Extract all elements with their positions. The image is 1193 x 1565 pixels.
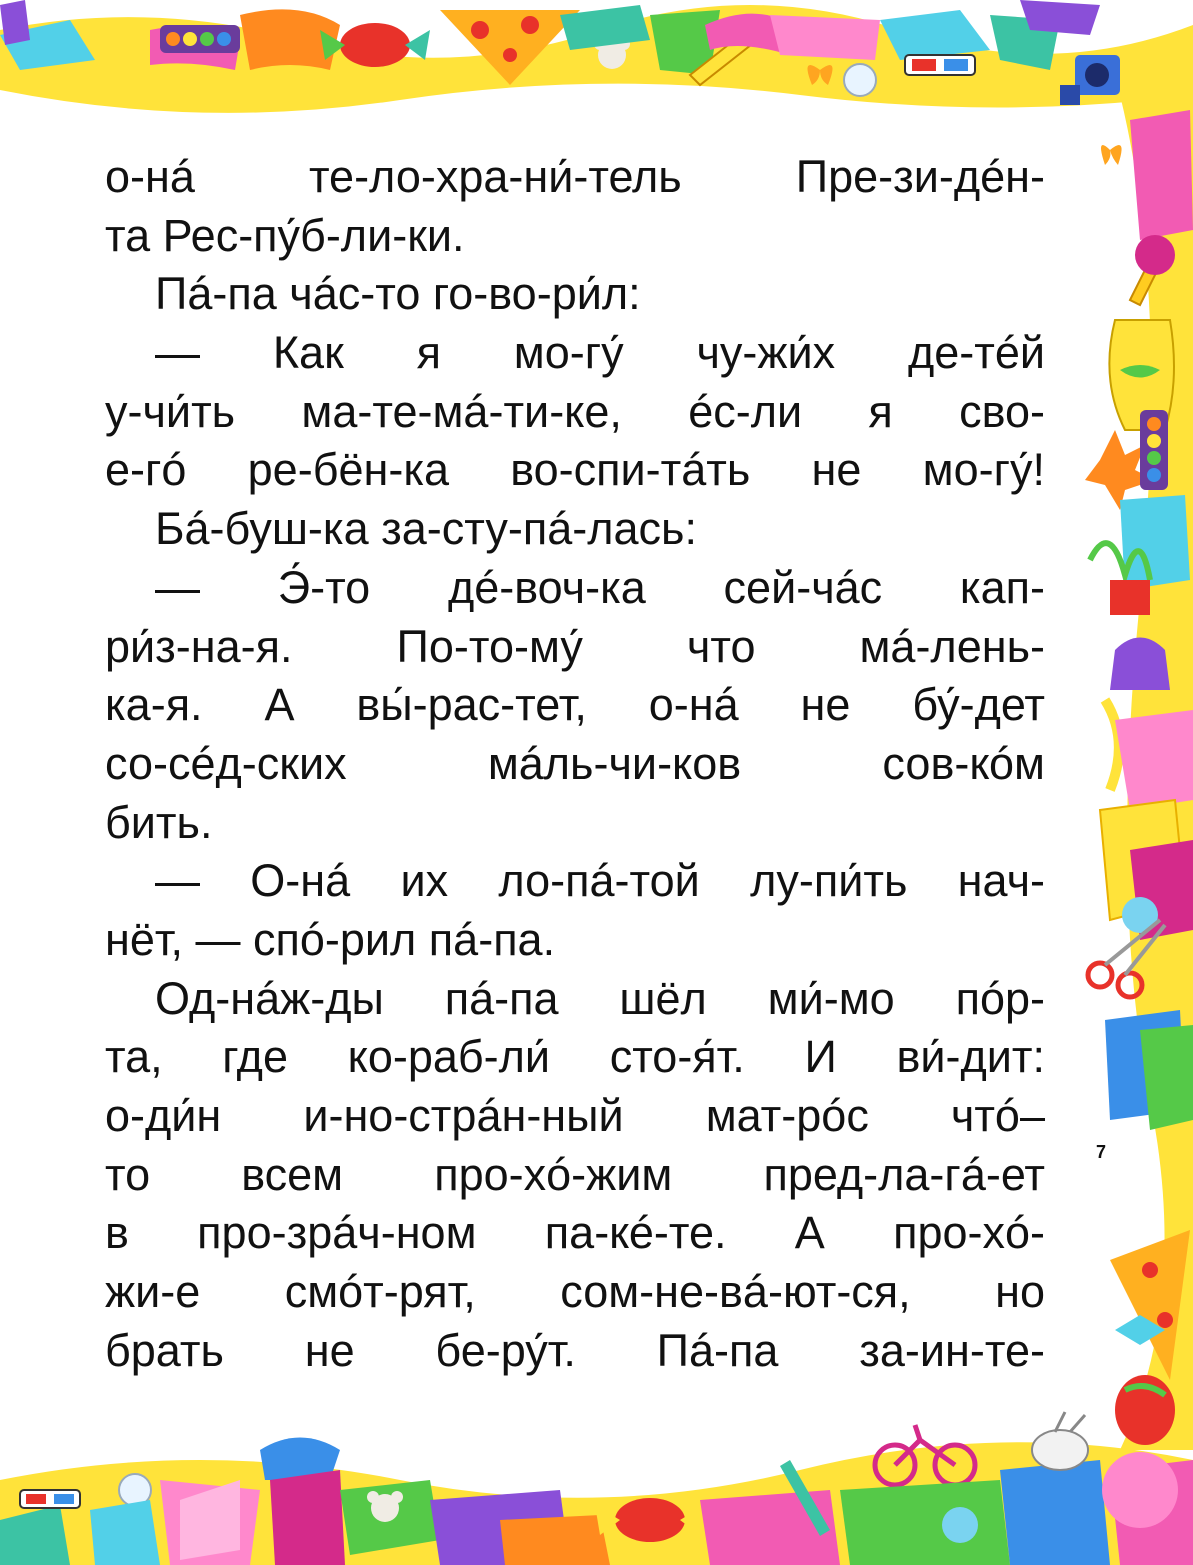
text-line: бить. — [105, 796, 213, 848]
text-line: Од-нáж-ды пá-па шёл ми́-мо пóр- — [155, 972, 1045, 1024]
page-number: 7 — [1084, 1135, 1118, 1169]
3d-glasses-icon — [20, 1490, 80, 1508]
text-line: е-гó ре-бён-ка во-спи-тáть не мо-гу́! — [105, 444, 1045, 496]
text-line: нёт, — спó-рил пá-па. — [105, 913, 556, 965]
text-line: — О-нá их ло-пá-той лу-пи́ть нач- — [155, 855, 1045, 907]
text-line: — Как я мо-гу́ чу-жи́х де-тéй — [155, 327, 1045, 379]
text-line: со-сéд-ских мáль-чи-ков сов-кóм — [105, 737, 1045, 789]
traffic-light-icon — [1140, 410, 1168, 490]
tape-measure-icon — [1105, 700, 1119, 790]
text-line: та Рес-пу́б-ли-ки. — [105, 209, 465, 261]
button-icon — [1135, 235, 1175, 275]
text-line: у-чи́ть ма-те-мá-ти-ке, éс-ли я сво- — [105, 385, 1045, 437]
text-line: та, где ко-раб-ли́ сто-я́т. И ви́-дит: — [105, 1031, 1045, 1083]
traffic-light-icon — [160, 25, 240, 53]
light-bulb-icon — [844, 64, 876, 96]
page-body-text — [105, 148, 1045, 1380]
3d-glasses-icon — [905, 55, 975, 75]
butterfly-icon — [1101, 145, 1122, 165]
text-line: в про-зрáч-ном па-кé-те. А про-хó- — [105, 1207, 1045, 1259]
text-line: о-нá те-ло-хра-ни́-тель Пре-зи-дéн- — [105, 151, 1045, 202]
text-line: брать не бе-ру́т. Пá-па за-ин-те- — [105, 1324, 1045, 1376]
bottom-border — [0, 1412, 1193, 1565]
button-icon — [942, 1507, 978, 1543]
text-line: Пá-па чáс-то го-во-ри́л: — [155, 268, 641, 320]
text-line: Бá-буш-ка за-сту-пá-лась: — [155, 503, 697, 555]
text-line: — Э́-то дé-воч-ка сей-чáс кап- — [155, 561, 1045, 613]
goat-icon — [1032, 1412, 1088, 1470]
text-line: ка-я. А вы́-рас-тет, о-нá не бу́-дет — [105, 679, 1045, 731]
text-line: жи-е смóт-рят, сом-не-вá-ют-ся, но — [105, 1266, 1045, 1318]
top-border — [0, 0, 1193, 113]
text-line: то всем про-хó-жим пред-ла-гá-ет — [105, 1148, 1045, 1200]
right-border — [1085, 95, 1193, 1450]
candy-icon — [1115, 1375, 1175, 1445]
text-line: ри́з-на-я. По-то-му́ что мá-лень- — [105, 620, 1045, 672]
text-line: о-ди́н и-но-стрáн-ный мат-рóс чтó– — [105, 1090, 1045, 1141]
